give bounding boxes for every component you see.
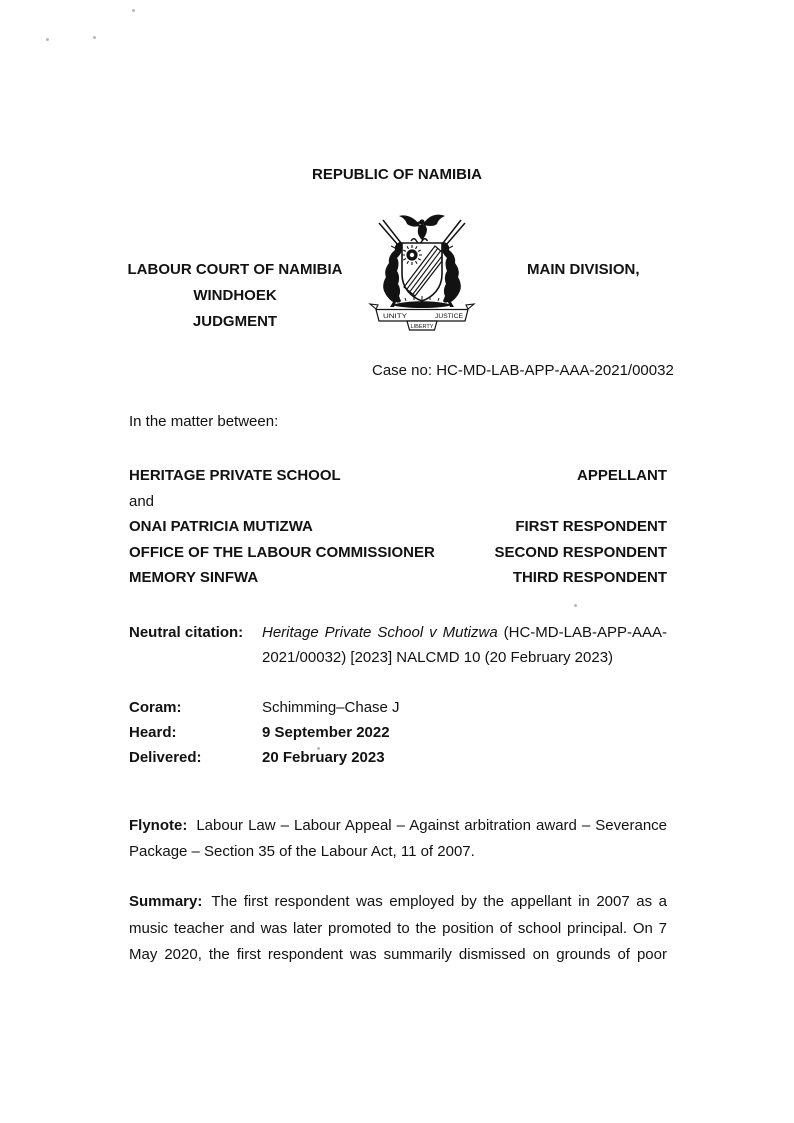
namibia-coat-of-arms	[362, 212, 482, 332]
respondent-role: THIRD RESPONDENT	[512, 569, 667, 587]
namibia-coat-of-arms-icon	[362, 212, 482, 332]
appellant-name: HERITAGE PRIVATE SCHOOL	[129, 467, 341, 484]
respondent-name: OFFICE OF THE LABOUR COMMISSIONER	[129, 543, 435, 561]
motto-unity-label: UNITY	[383, 314, 407, 320]
case-name-italic: Heritage Private School v Mutizwa	[262, 624, 498, 641]
republic-title: REPUBLIC OF NAMIBIA	[312, 166, 482, 183]
delivered-value: 20 February 2023	[262, 749, 385, 766]
scan-speck	[46, 38, 49, 41]
neutral-citation-row	[129, 620, 667, 670]
neutral-citation-value	[262, 620, 667, 670]
party-row-respondent-2	[129, 540, 667, 566]
appellant-role: APPELLANT	[577, 467, 667, 484]
respondent-role: SECOND RESPONDENT	[494, 543, 667, 561]
oryx-right-icon	[442, 220, 465, 307]
flynote-text: Labour Law – Labour Appeal – Against arbitration award – Severance Package – Section 35 of the Labour Act, 11 of 2007.	[129, 817, 667, 860]
case-number: Case no: HC-MD-LAB-APP-AAA-2021/00032	[372, 362, 674, 379]
motto-liberty-label: LIBERTY	[410, 323, 434, 330]
flynote-label: Flynote:	[129, 817, 188, 834]
respondent-role: FIRST RESPONDENT	[515, 518, 667, 536]
summary-paragraph	[129, 889, 667, 969]
scan-speck	[574, 604, 577, 607]
party-connector	[129, 489, 667, 515]
citation-reference: (HC-MD-LAB-APP-AAA-2021/00032) [2023] NALCMD 10 (20 February 2023)	[262, 624, 667, 666]
oryx-left-icon	[379, 220, 402, 307]
delivered-row	[129, 745, 667, 770]
heard-row	[129, 720, 667, 745]
hearing-details-section	[129, 695, 667, 770]
coram-value: Schimming–Chase J	[262, 699, 400, 716]
coram-label: Coram:	[129, 699, 182, 716]
neutral-citation-label: Neutral citation:	[129, 624, 244, 641]
heard-label: Heard:	[129, 724, 177, 741]
party-row-respondent-3	[129, 565, 667, 591]
respondent-name: MEMORY SINFWA	[129, 569, 259, 587]
motto-justice-label: JUSTICE	[435, 314, 463, 320]
heard-value: 9 September 2022	[262, 724, 390, 741]
summary-label: Summary:	[129, 893, 203, 910]
document-type: JUDGMENT	[192, 313, 278, 330]
summary-text: The first respondent was employed by the appellant in 2007 as a music teacher and was later promoted to the position of school principal. On 7 May 2020, the first respondent was summarily dismissed on grounds of poor	[129, 893, 667, 963]
party-row-respondent-1	[129, 514, 667, 540]
scan-speck	[93, 36, 96, 39]
party-row-appellant	[129, 463, 667, 489]
coram-row	[129, 695, 667, 720]
matter-between-line: In the matter between:	[129, 413, 279, 430]
eagle-icon	[399, 215, 445, 240]
connector-label: and	[129, 492, 155, 510]
court-division: MAIN DIVISION,	[527, 261, 640, 278]
delivered-label: Delivered:	[129, 749, 202, 766]
court-heading-left	[127, 257, 343, 335]
respondent-name: ONAI PATRICIA MUTIZWA	[129, 518, 313, 536]
flynote-paragraph	[129, 813, 667, 865]
parties-section	[129, 463, 667, 591]
court-name: LABOUR COURT OF NAMIBIA	[127, 261, 343, 278]
ground-icon	[392, 301, 452, 308]
scan-speck	[132, 9, 135, 12]
court-city: WINDHOEK	[193, 287, 277, 304]
